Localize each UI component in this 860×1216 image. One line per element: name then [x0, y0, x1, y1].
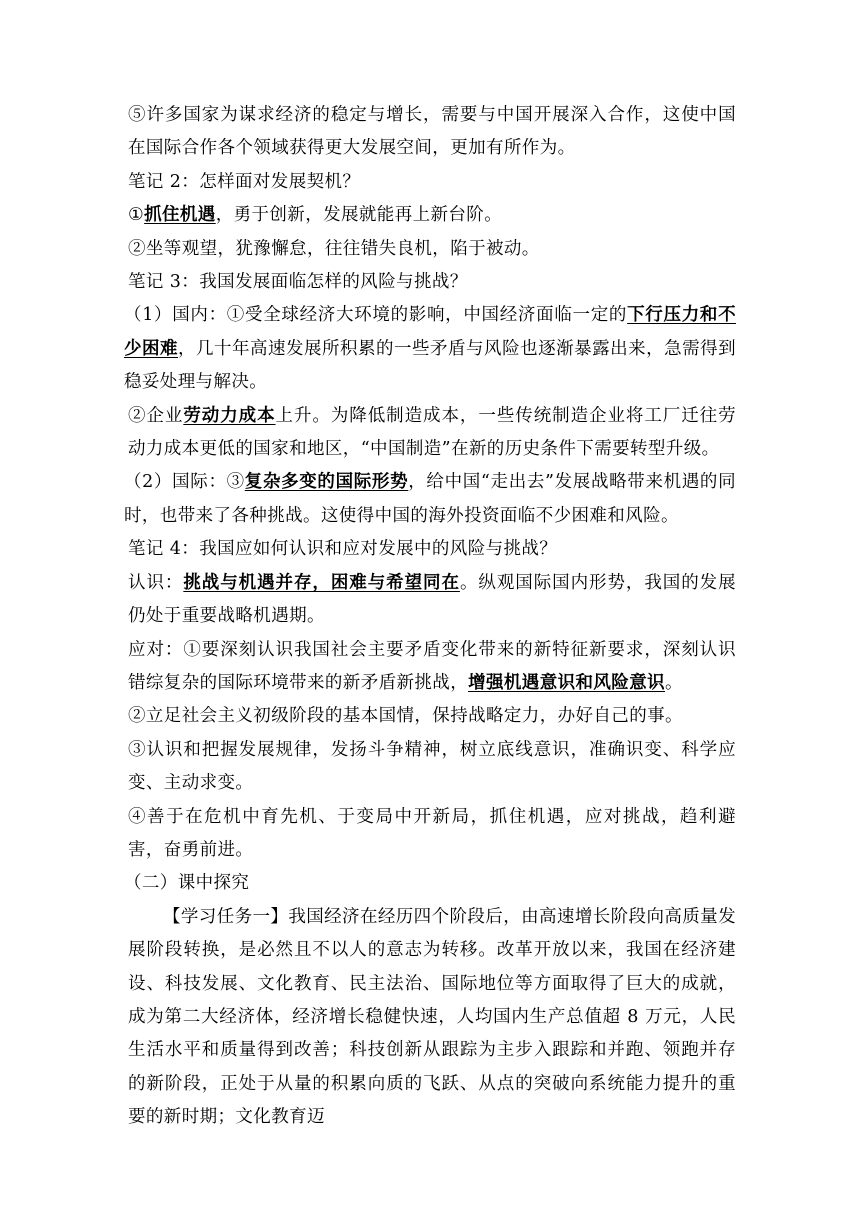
note-4-item-4: ④善于在危机中育先机、于变局中开新局，抓住机遇，应对挑战，趋利避害，奋勇前进。: [128, 806, 736, 860]
key-phrase: 劳动力成本: [183, 405, 276, 426]
text: 认识：: [128, 572, 184, 593]
note-2-item-2: ②坐等观望，犹豫懈怠，往往错失良机，陷于被动。: [128, 238, 540, 259]
note-3-labor-cost: [128, 400, 736, 467]
text: （1）国内：①受全球经济大环境的影响，中国经济面临一定的: [124, 305, 628, 326]
text: ，给中国“走出去”发展战略带来机遇的同时，也带来了各种挑战。这使得中国的海外投资面临不少困难和风险。: [124, 472, 736, 526]
note-3-international: [124, 466, 736, 533]
text: 上升。为降低制造成本，一些传统制造企业将工厂迁往劳动力成本更低的国家和地区，“中国制造”在新的历史条件下需要转型升级。: [128, 405, 737, 460]
text: ②企业: [128, 405, 184, 426]
task-label: 【学习任务一】: [163, 906, 289, 927]
note-4-heading: 笔记 4：我国应如何认识和应对发展中的风险与挑战？: [128, 539, 558, 560]
key-phrase: 增强机遇意识和风险意识: [468, 672, 666, 693]
note-2-heading: 笔记 2：怎样面对发展契机？: [128, 171, 361, 192]
note-4-response: [128, 634, 736, 701]
text: 应对：①要深刻认识我国社会主要矛盾变化带来的新特征新要求，深刻认识错综复杂的国际环境带来的新矛盾新挑战，: [128, 639, 736, 693]
key-phrase: 下行压力和不少困难: [124, 305, 736, 359]
text: （2）国际：③: [124, 472, 245, 493]
section-in-class-inquiry: （二）课中探究: [124, 873, 250, 894]
note-3-domestic: [124, 299, 736, 399]
key-phrase: 挑战与机遇并存，困难与希望同在: [183, 572, 460, 593]
learning-task-1: [128, 901, 736, 1135]
key-phrase: 抓住机遇: [144, 205, 216, 226]
text: ①: [128, 205, 145, 226]
text: 。: [665, 672, 683, 693]
text: ，几十年高速发展所积累的一些矛盾与风险也逐渐暴露出来，急需得到稳妥处理与解决。: [124, 338, 736, 393]
note-2-item-1: [128, 199, 736, 232]
text: 我国经济在经历四个阶段后，由高速增长阶段向高质量发展阶段转换，是必然且不以人的意志为转移。改革开放以来，我国在经济建设、科技发展、文化教育、民主法治、国际地位等方面取得了巨大的成就，成为第二大经济体，经济增长稳健快速，人均国内生产总值超 8 万元，人民生活水平和质量得到改善；科技创新从跟踪为主步入跟踪和并跑、领跑并存的新阶段，正处于从量的积累向质的飞跃、从点的突破向系统能力提升的重要的新时期；文化教育迈: [128, 906, 736, 1128]
note-4-item-3: ③认识和把握发展规律，发扬斗争精神，树立底线意识，准确识变、科学应变、主动求变。: [128, 739, 736, 794]
key-phrase: 复杂多变的国际形势: [244, 472, 409, 493]
text: ，勇于创新，发展就能再上新台阶。: [215, 205, 503, 226]
text: 。纵观国际国内形势，我国的发展仍处于重要战略机遇期。: [128, 572, 737, 627]
note-4-item-2: ②立足社会主义初级阶段的基本国情，保持战略定力，办好自己的事。: [128, 706, 683, 727]
paragraph-cooperation: ⑤许多国家为谋求经济的稳定与增长，需要与中国开展深入合作，这使中国在国际合作各个领域获得更大发展空间，更加有所作为。: [128, 105, 736, 159]
note-3-heading: 笔记 3：我国发展面临怎样的风险与挑战？: [128, 272, 468, 293]
note-4-recognition: [128, 567, 736, 634]
